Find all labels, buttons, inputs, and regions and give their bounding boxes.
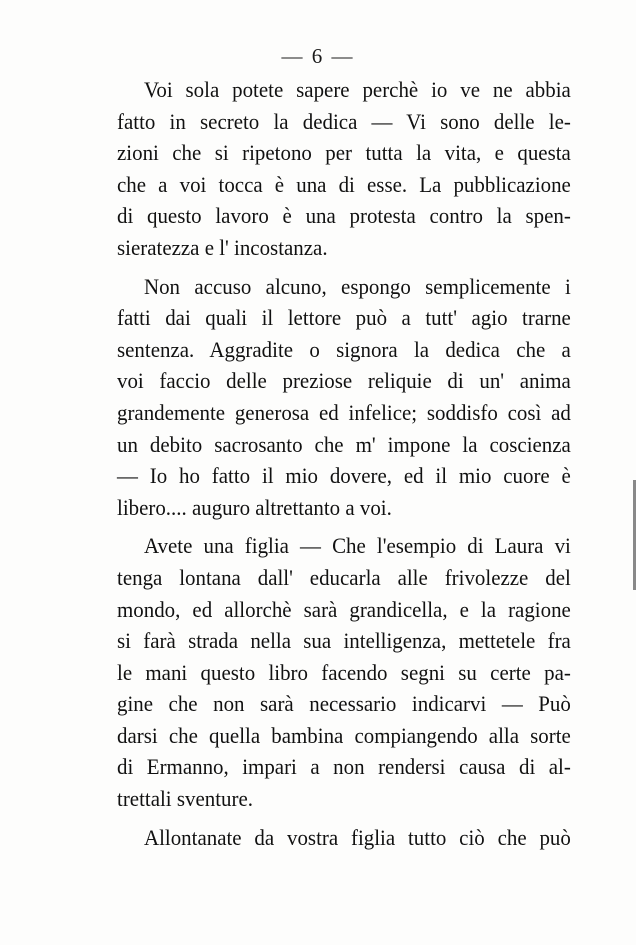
text-line: trettali sventure.	[117, 786, 253, 812]
text-line: fatti dai quali il lettore può a tutt' agio trarne	[117, 305, 571, 331]
text-line: gine che non sarà necessario indicarvi — Può	[117, 691, 571, 717]
text-line: Allontanate da vostra figlia tutto ciò che può	[143, 824, 571, 850]
text-line: grandemente generosa ed infelice; soddisfo così ad	[117, 399, 571, 425]
text-line: di questo lavoro è una protesta contro la spen-	[117, 203, 571, 229]
text-line: di Ermanno, impari a non rendersi causa di al-	[117, 754, 571, 780]
text-line: sentenza. Aggradite o signora la dedica che a	[117, 336, 571, 362]
text-line: Avete una figlia — Che l'esempio di Laura vi	[143, 533, 571, 559]
text-line: voi faccio delle preziose reliquie di un' anima	[117, 368, 571, 394]
text-line: un debito sacrosanto che m' impone la coscienza	[117, 431, 571, 457]
text-line: si farà strada nella sua intelligenza, mettetele fra	[117, 628, 571, 654]
text-line: zioni che si ripetono per tutta la vita, e questa	[117, 140, 571, 166]
page-number: — 6 —	[281, 44, 355, 68]
text-line: libero.... auguro altrettanto a voi.	[117, 494, 392, 520]
body-text	[117, 74, 571, 853]
text-line: — Io ho fatto il mio dovere, ed il mio cuore è	[117, 463, 571, 489]
text-line: tenga lontana dall' educarla alle frivolezze del	[117, 564, 571, 590]
text-line: mondo, ed allorchè sarà grandicella, e la ragione	[117, 596, 571, 622]
text-line: Non accuso alcuno, espongo semplicemente i	[143, 273, 571, 299]
text-line: le mani questo libro facendo segni su certe pa-	[117, 659, 571, 685]
text-line: fatto in secreto la dedica — Vi sono delle le-	[117, 108, 571, 134]
text-line: Voi sola potete sapere perchè io ve ne abbia	[143, 77, 571, 102]
text-line: che a voi tocca è una di esse. La pubblicazione	[117, 171, 571, 197]
text-line: sieratezza e l' incostanza.	[117, 234, 328, 260]
text-line: darsi che quella bambina compiangendo alla sorte	[117, 722, 571, 748]
